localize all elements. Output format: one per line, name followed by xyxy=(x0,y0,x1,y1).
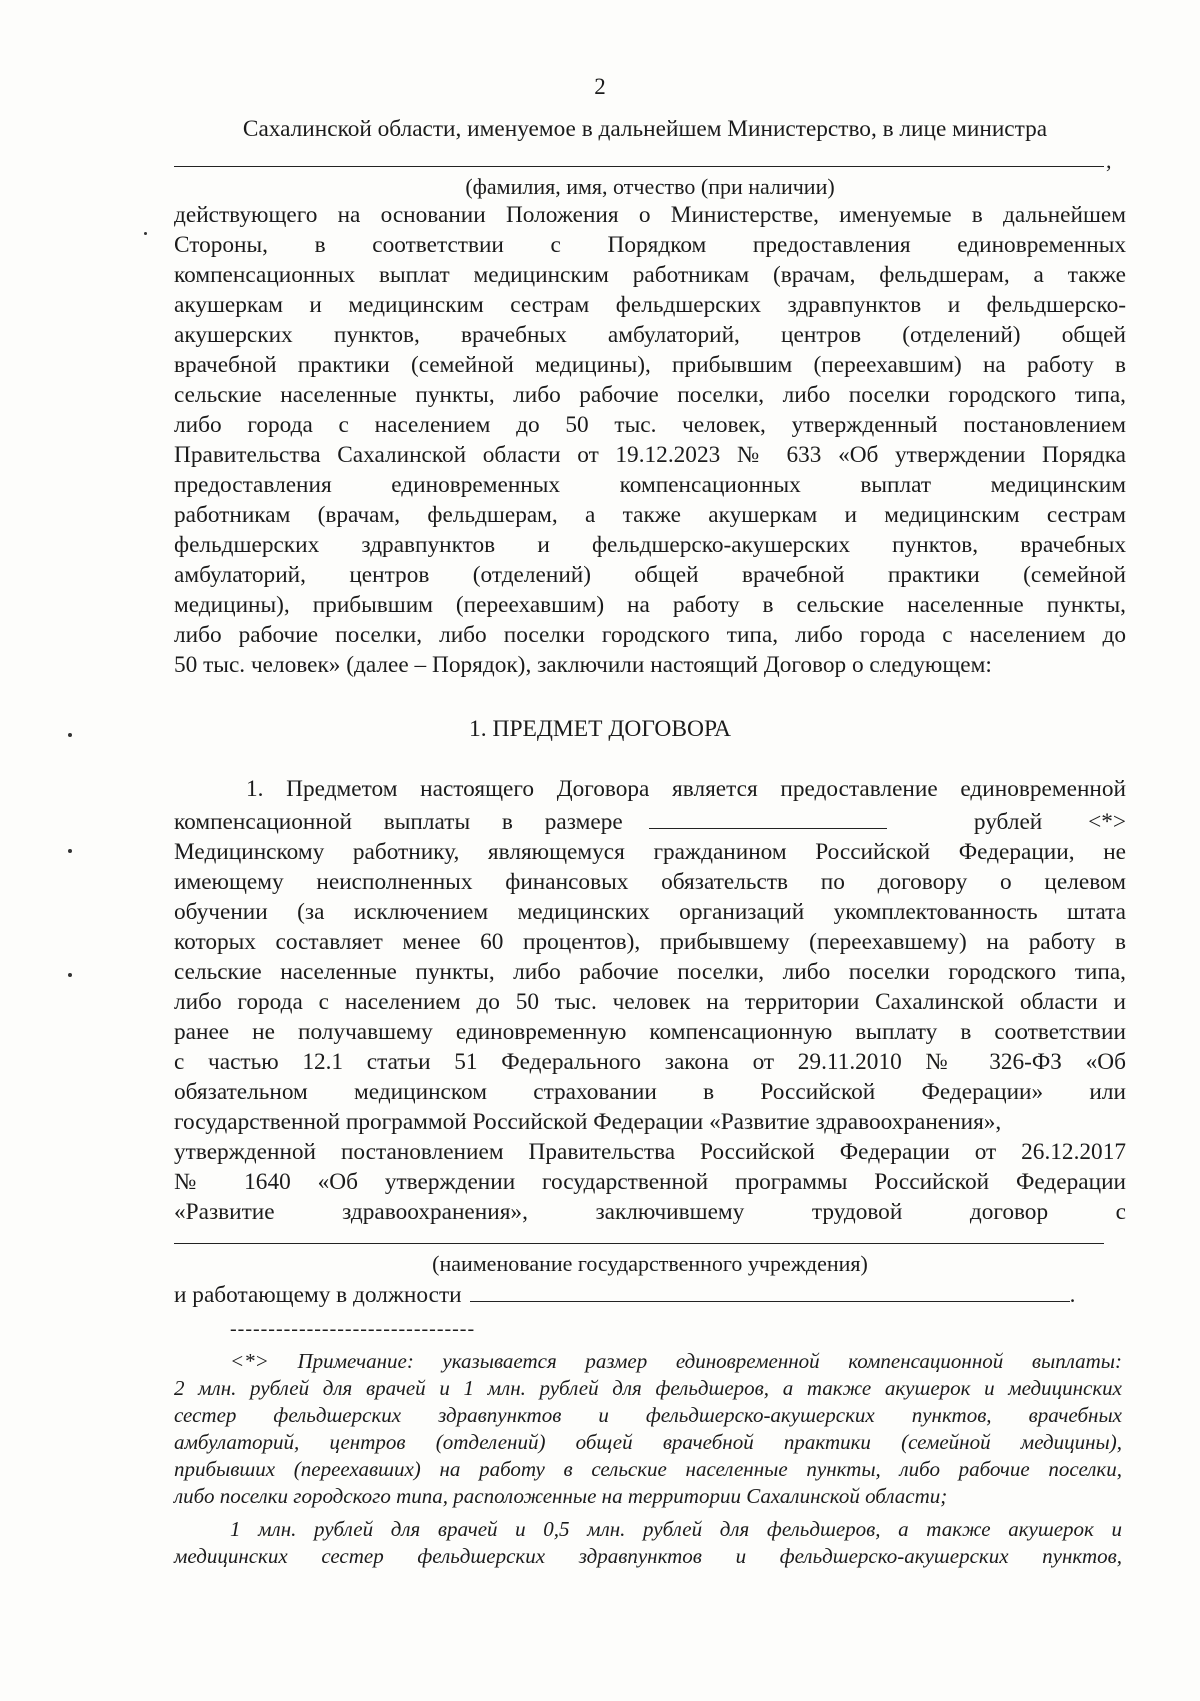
intro-paragraph xyxy=(174,200,1126,680)
footnote-line: 1 млн. рублей для врачей и 0,5 млн. рублей для фельдшеров, а также акушерок и xyxy=(230,1517,1122,1541)
intro-para-line: либо города с населением до 50 тыс. человек, утвержденный постановлением xyxy=(174,412,1126,438)
s1-line-first: 1. Предметом настоящего Договора является предоставление единовременной xyxy=(246,776,1126,802)
s1-line: ранее не получавшему единовременную компенсационную выплату в соответствии xyxy=(174,1019,1126,1045)
intro-para-line: акушерских пунктов, врачебных амбулаторий, центров (отделений) общей xyxy=(174,322,1126,348)
intro-para-line: Правительства Сахалинской области от 19.12.2023 № 633 «Об утверждении Порядка xyxy=(174,442,1126,468)
s1-line: «Развитие здравоохранения», заключившему трудовой договор с xyxy=(174,1199,1126,1225)
position-label: и работающему в должности xyxy=(174,1282,462,1308)
scan-speck xyxy=(68,733,72,737)
scan-speck xyxy=(68,973,72,977)
fio-line-comma: , xyxy=(1106,148,1112,173)
s1-line: с частью 12.1 статьи 51 Федерального закона от 29.11.2010 № 326-ФЗ «Об xyxy=(174,1049,1126,1075)
intro-line-1: Сахалинской области, именуемое в дальнейшем Министерство, в лице министра xyxy=(242,116,1048,142)
s1-line: имеющему неисполненных финансовых обязательств по договору о целевом xyxy=(174,869,1126,895)
intro-para-line: действующего на основании Положения о Министерстве, именуемые в дальнейшем xyxy=(174,202,1126,228)
section-heading: 1. ПРЕДМЕТ ДОГОВОРА xyxy=(468,716,732,742)
footnote-line: либо поселки городского типа, расположенные на территории Сахалинской области; xyxy=(174,1484,948,1508)
fio-caption: (фамилия, имя, отчество (при наличии) xyxy=(465,174,835,199)
intro-para-line: предоставления единовременных компенсационных выплат медицинским xyxy=(174,472,1126,498)
intro-block xyxy=(174,114,1126,680)
intro-para-line: фельдшерских здравпунктов и фельдшерско-акушерских пунктов, врачебных xyxy=(174,532,1126,558)
footnote-block xyxy=(174,1348,1122,1570)
footnote-line: прибывших (переехавших) на работу в сельские населенные пункты, либо рабочие поселки, xyxy=(174,1457,1122,1481)
s1-amount-line xyxy=(174,804,1126,837)
footnote-line: 2 млн. рублей для врачей и 1 млн. рублей для фельдшеров, а также акушерок и медицинских xyxy=(174,1376,1122,1400)
position-line xyxy=(174,1277,1126,1310)
intro-para-line: либо рабочие поселки, либо поселки городского типа, либо города с населением до xyxy=(174,622,1126,648)
scan-speck xyxy=(68,849,72,853)
footnote-line: <*> Примечание: указывается размер единовременной компенсационной выплаты: xyxy=(230,1349,1122,1373)
fio-blank-line xyxy=(174,144,1126,172)
footnote-line: амбулаторий, центров (отделений) общей врачебной практики (семейной медицины), xyxy=(174,1430,1122,1454)
intro-para-line: акушеркам и медицинским сестрам фельдшерских здравпунктов и фельдшерско- xyxy=(174,292,1126,318)
s1-line: сельские населенные пункты, либо рабочие поселки, либо поселки городского типа, xyxy=(174,959,1126,985)
scan-speck xyxy=(144,232,147,235)
footnote-separator: -------------------------------- xyxy=(230,1318,476,1340)
s1-amount-right: рублей <*> xyxy=(973,809,1126,835)
section1-block xyxy=(174,774,1126,1310)
s1-line: обучении (за исключением медицинских организаций укомплектованность штата xyxy=(174,899,1126,925)
intro-para-line: компенсационных выплат медицинским работникам (врачам, фельдшерам, а также xyxy=(174,262,1126,288)
s1-amount-left: компенсационной выплаты в размере xyxy=(174,809,623,835)
page-number: 2 xyxy=(594,74,606,99)
intro-para-line: амбулаторий, центров (отделений) общей врачебной практики (семейной xyxy=(174,562,1126,588)
institution-caption: (наименование государственного учреждения) xyxy=(432,1251,868,1276)
footnote-line: сестер фельдшерских здравпунктов и фельдшерско-акушерских пунктов, врачебных xyxy=(174,1403,1122,1427)
amount-blank xyxy=(649,804,887,829)
s1-line: обязательном медицинском страховании в Российской Федерации» или xyxy=(174,1079,1126,1105)
s1-line: № 1640 «Об утверждении государственной программы Российской Федерации xyxy=(174,1169,1126,1195)
intro-para-line: медицины), прибывшим (переехавшим) на работу в сельские населенные пункты, xyxy=(174,592,1126,618)
s1-line: либо города с населением до 50 тыс. человек на территории Сахалинской области и xyxy=(174,989,1126,1015)
intro-para-line: врачебной практики (семейной медицины), прибывшим (переехавшим) на работу в xyxy=(174,352,1126,378)
footnote-line: медицинских сестер фельдшерских здравпунктов и фельдшерско-акушерских пунктов, xyxy=(174,1544,1122,1568)
position-end: . xyxy=(1069,1282,1076,1308)
s1-line: Медицинскому работнику, являющемуся гражданином Российской Федерации, не xyxy=(174,839,1126,865)
intro-para-line: работникам (врачам, фельдшерам, а также акушеркам и медицинским сестрам xyxy=(174,502,1126,528)
intro-para-line: Стороны, в соответствии с Порядком предоставления единовременных xyxy=(174,232,1126,258)
s1-line: утвержденной постановлением Правительства Российской Федерации от 26.12.2017 xyxy=(174,1139,1126,1165)
s1-line: которых составляет менее 60 процентов), прибывшему (переехавшему) на работу в xyxy=(174,929,1126,955)
intro-para-line: сельские населенные пункты, либо рабочие поселки, либо поселки городского типа, xyxy=(174,382,1126,408)
institution-blank-line xyxy=(174,1227,1126,1253)
s1-line: государственной программой Российской Федерации «Развитие здравоохранения», xyxy=(174,1109,1002,1135)
intro-para-line: 50 тыс. человек» (далее – Порядок), заключили настоящий Договор о следующем: xyxy=(174,652,992,678)
position-blank xyxy=(470,1277,1070,1302)
